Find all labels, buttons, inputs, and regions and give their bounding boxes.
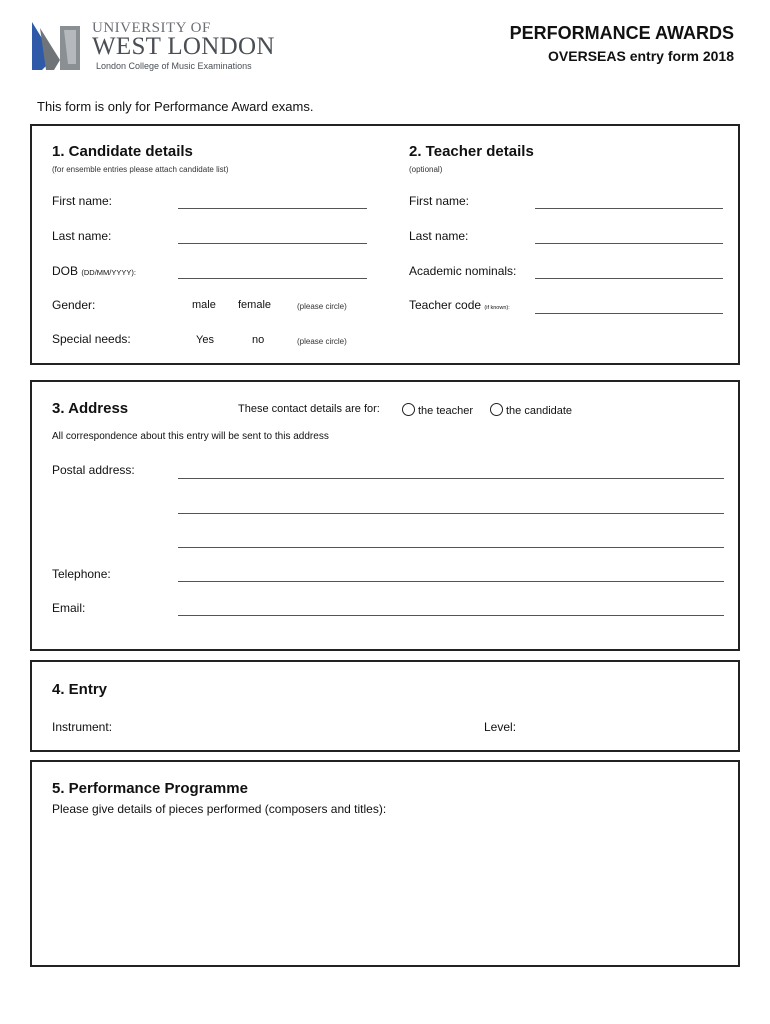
teacher-last-name-field[interactable] bbox=[535, 243, 723, 244]
contact-candidate-label: the candidate bbox=[506, 405, 573, 417]
special-needs-yes-option[interactable]: Yes bbox=[196, 334, 214, 346]
logo-university-of: UNIVERSITY OF bbox=[92, 20, 211, 36]
logo-subtitle: London College of Music Examinations bbox=[96, 61, 252, 71]
dob-field[interactable] bbox=[178, 278, 367, 279]
contact-teacher-option[interactable] bbox=[402, 403, 473, 417]
candidate-note: (for ensemble entries please attach candidate list) bbox=[52, 165, 229, 174]
entry-heading: 4. Entry bbox=[52, 681, 108, 698]
form-title: PERFORMANCE AWARDS bbox=[509, 23, 734, 43]
teacher-first-name-label: First name: bbox=[409, 194, 470, 208]
dob-text: DOB bbox=[52, 264, 79, 278]
gender-label: Gender: bbox=[52, 298, 96, 312]
programme-input-area[interactable] bbox=[42, 824, 728, 960]
teacher-first-name-field[interactable] bbox=[535, 208, 723, 209]
special-needs-hint: (please circle) bbox=[297, 337, 347, 346]
programme-heading: 5. Performance Programme bbox=[52, 780, 248, 797]
intro-text: This form is only for Performance Award exams. bbox=[37, 99, 314, 114]
address-note: All correspondence about this entry will be sent to this address bbox=[52, 431, 329, 442]
contact-candidate-option[interactable] bbox=[490, 403, 572, 417]
postal-address-line-3[interactable] bbox=[178, 547, 724, 548]
candidate-radio-icon[interactable] bbox=[490, 403, 503, 416]
candidate-heading: 1. Candidate details bbox=[52, 143, 193, 160]
gender-female-option[interactable]: female bbox=[238, 299, 272, 311]
candidate-last-name-field[interactable] bbox=[178, 243, 367, 244]
postal-address-line-1[interactable] bbox=[178, 478, 724, 479]
university-logo-icon bbox=[30, 20, 82, 72]
candidate-first-name-label: First name: bbox=[52, 194, 113, 208]
academic-nominals-label: Academic nominals: bbox=[409, 264, 517, 278]
entry-section bbox=[30, 660, 740, 752]
special-needs-label: Special needs: bbox=[52, 332, 131, 346]
gender-hint: (please circle) bbox=[297, 302, 347, 311]
candidate-first-name-field[interactable] bbox=[178, 208, 367, 209]
address-section bbox=[30, 380, 740, 651]
dob-label bbox=[52, 264, 136, 278]
email-field[interactable] bbox=[178, 615, 724, 616]
teacher-radio-icon[interactable] bbox=[402, 403, 415, 416]
gender-male-option[interactable]: male bbox=[192, 299, 216, 311]
teacher-code-field[interactable] bbox=[535, 313, 723, 314]
postal-address-line-2[interactable] bbox=[178, 513, 724, 514]
teacher-note: (optional) bbox=[409, 165, 443, 174]
telephone-label: Telephone: bbox=[52, 567, 111, 581]
address-heading: 3. Address bbox=[52, 400, 129, 417]
teacher-heading: 2. Teacher details bbox=[409, 143, 534, 160]
teacher-code-label bbox=[409, 298, 510, 312]
special-needs-no-option[interactable]: no bbox=[252, 334, 265, 346]
logo-west-london: WEST LONDON bbox=[92, 33, 275, 60]
telephone-field[interactable] bbox=[178, 581, 724, 582]
email-label: Email: bbox=[52, 601, 86, 615]
teacher-code-text: Teacher code bbox=[409, 298, 482, 312]
teacher-last-name-label: Last name: bbox=[409, 229, 469, 243]
programme-section bbox=[30, 760, 740, 967]
academic-nominals-field[interactable] bbox=[535, 278, 723, 279]
level-label: Level: bbox=[484, 720, 517, 734]
contact-for-label: These contact details are for: bbox=[238, 403, 380, 415]
instrument-label: Instrument: bbox=[52, 720, 113, 734]
candidate-teacher-section bbox=[30, 124, 740, 365]
programme-note: Please give details of pieces performed (composers and titles): bbox=[52, 802, 387, 816]
contact-teacher-label: the teacher bbox=[418, 405, 474, 417]
dob-format: (DD/MM/YYYY): bbox=[81, 268, 136, 277]
postal-address-label: Postal address: bbox=[52, 463, 135, 477]
form-subtitle: OVERSEAS entry form 2018 bbox=[548, 48, 734, 64]
candidate-last-name-label: Last name: bbox=[52, 229, 112, 243]
teacher-code-hint: (if known): bbox=[484, 305, 510, 311]
